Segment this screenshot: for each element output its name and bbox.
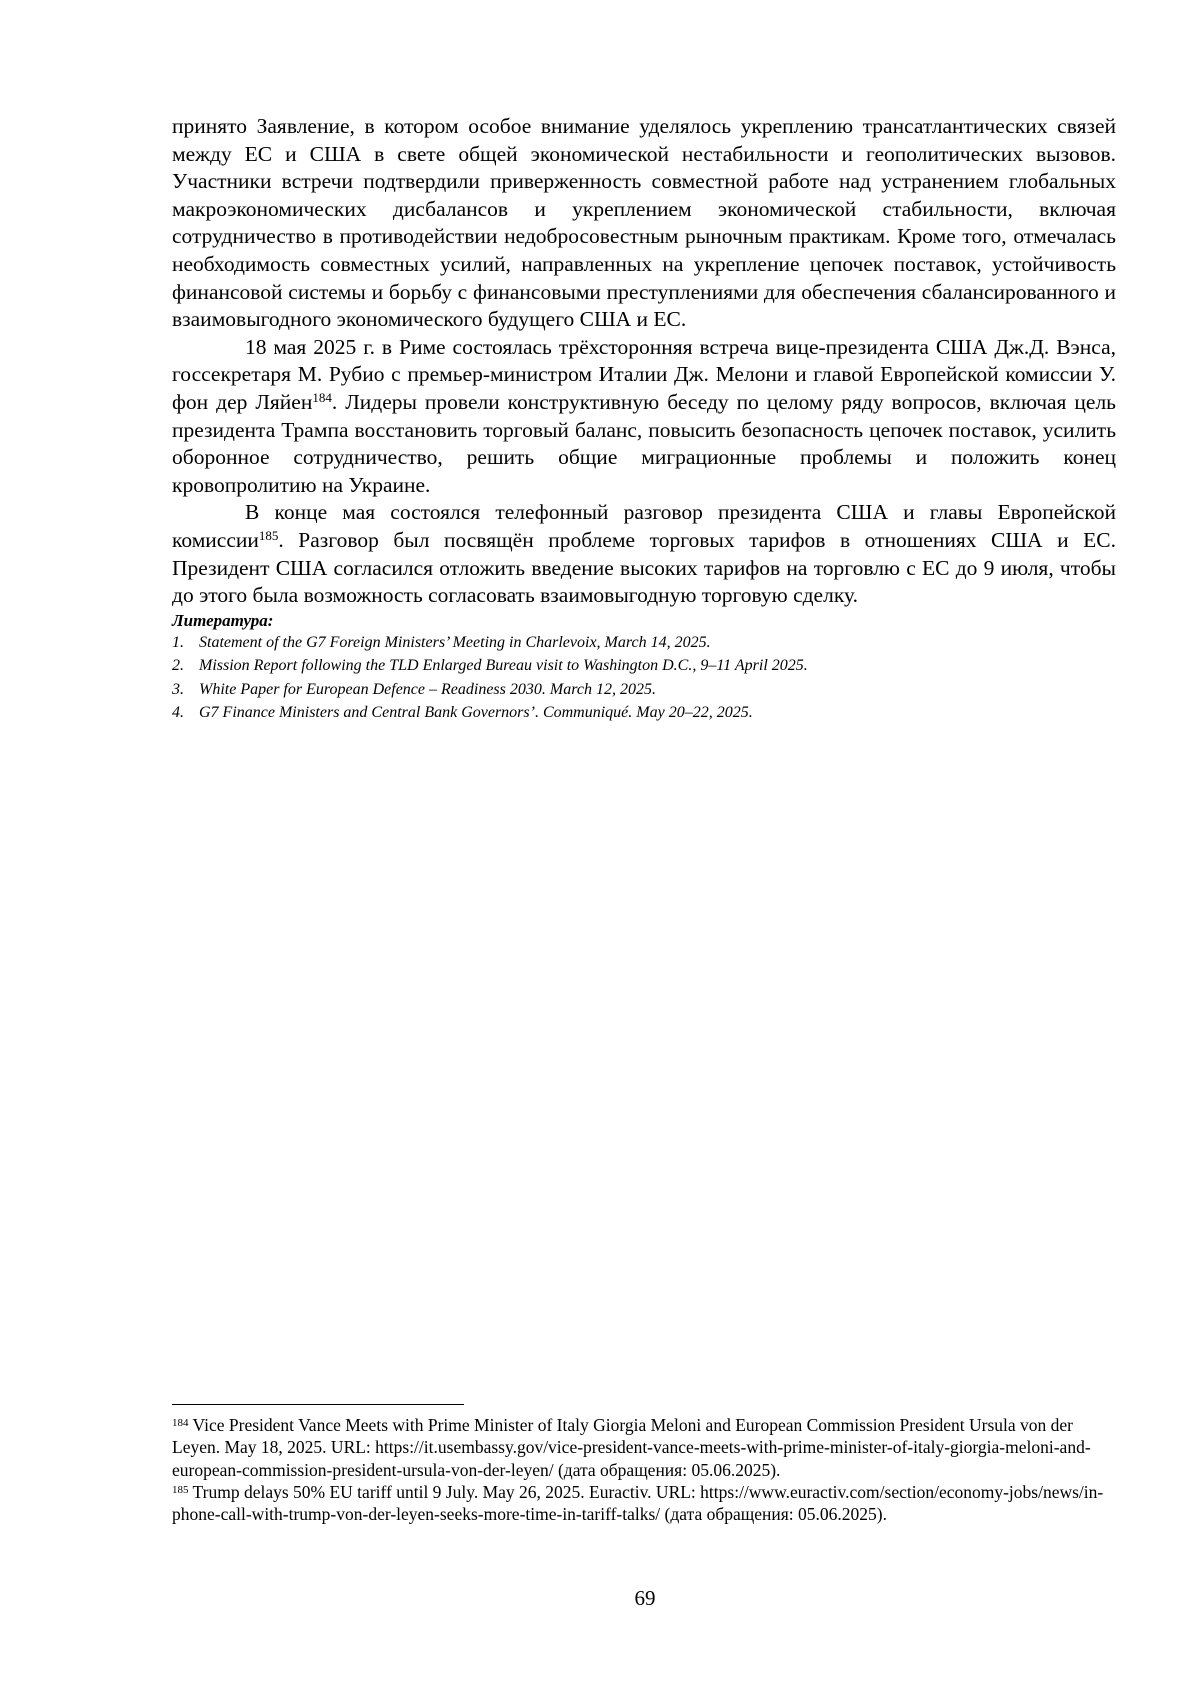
footnote [172,1414,1116,1481]
literature-item [172,654,1116,677]
literature-item-number: 2. [172,657,184,675]
footnote-text: Vice President Vance Meets with Prime Minister of Italy Giorgia Meloni and European Commission President Ursula von der Leyen. May 18, 2025. URL: https://it.usembassy.gov/vice-president-vance-meets-with-prime-minister-of-italy-giorgia-meloni-and-european-commission-president-ursula-von-der-leyen/ (дата обращения: 05.06.2025). [172,1415,1091,1480]
footnotes [172,1414,1116,1525]
literature-item [172,631,1116,654]
literature-item-number: 3. [172,680,184,698]
footnote-mark: 185 [172,1483,189,1496]
paragraph [172,334,1116,500]
literature-item-text: Statement of the G7 Foreign Ministers’ Meeting in Charlevoix, March 14, 2025. [199,633,711,651]
literature-item-number: 4. [172,703,184,721]
literature-list [172,631,1116,725]
literature-item-text: White Paper for European Defence – Readiness 2030. March 12, 2025. [199,680,656,698]
footnote-text: Trump delays 50% EU tariff until 9 July. May 26, 2025. Euractiv. URL: https://www.euractiv.com/section/economy-jobs/news/in-phone-call-with-trump-von-der-leyen-seeks-more-time-in-tariff-talks/ (дата обращения: 05.06.2025). [172,1481,1104,1525]
paragraph-text: В конце мая состоялся телефонный разговор президента США и главы Европейской комиссии [172,500,1116,552]
literature-item [172,701,1116,724]
footnote-mark: 184 [172,1417,189,1429]
paragraph [172,499,1116,609]
paragraph-text: 18 мая 2025 г. в Риме состоялась трёхсторонняя встреча вице-президента США Дж.Д. Вэнса, госсекретаря М. Рубио с премьер-министром Италии Дж. Мелони и главой Европейской комиссии У. фон дер Ляйен [172,334,1116,414]
literature-heading: Литература: [172,610,274,630]
footnote [172,1481,1116,1526]
literature-item-text: G7 Finance Ministers and Central Bank Governors’. Communiqué. May 20–22, 2025. [199,703,753,721]
footnote-reference: 185 [258,527,279,543]
literature-item-number: 1. [172,633,184,651]
main-text [172,113,1116,724]
literature-item [172,678,1116,701]
footnote-divider [172,1404,464,1405]
paragraph: принято Заявление, в котором особое внимание уделялось укреплению трансатлантических связей между ЕС и США в свете общей экономической нестабильности и геополитических вызовов. Участники встречи подтвердили приверженность совместной работе над устранением глобальных макроэкономических дисбалансов и укреплением экономической стабильности, включая сотрудничество в противодействии недобросовестным рыночным практикам. Кроме того, отмечалась необходимость совместных усилий, направленных на укрепление цепочек поставок, устойчивость финансовой системы и борьбу с финансовыми преступлениями для обеспечения сбалансированного и взаимовыгодного экономического будущего США и ЕС. [172,114,1116,332]
paragraph-text: . Разговор был посвящён проблеме торговых тарифов в отношениях США и ЕС. Президент США согласился отложить введение высоких тарифов на торговлю с ЕС до 9 июля, чтобы до этого была возможность согласовать взаимовыгодную торговую сделку. [172,527,1116,608]
paragraph-text: . Лидеры провели конструктивную беседу по целому ряду вопросов, включая цель президента Трампа восстановить торговый баланс, повысить безопасность цепочек поставок, усилить оборонное сотрудничество, решить общие миграционные проблемы и положить конец кровопролитию на Украине. [172,389,1116,497]
literature-item-text: Mission Report following the TLD Enlarged Bureau visit to Washington D.C., 9–11 April 2025. [199,657,808,675]
page-number: 69 [634,1586,656,1610]
footnote-reference: 184 [312,389,332,405]
